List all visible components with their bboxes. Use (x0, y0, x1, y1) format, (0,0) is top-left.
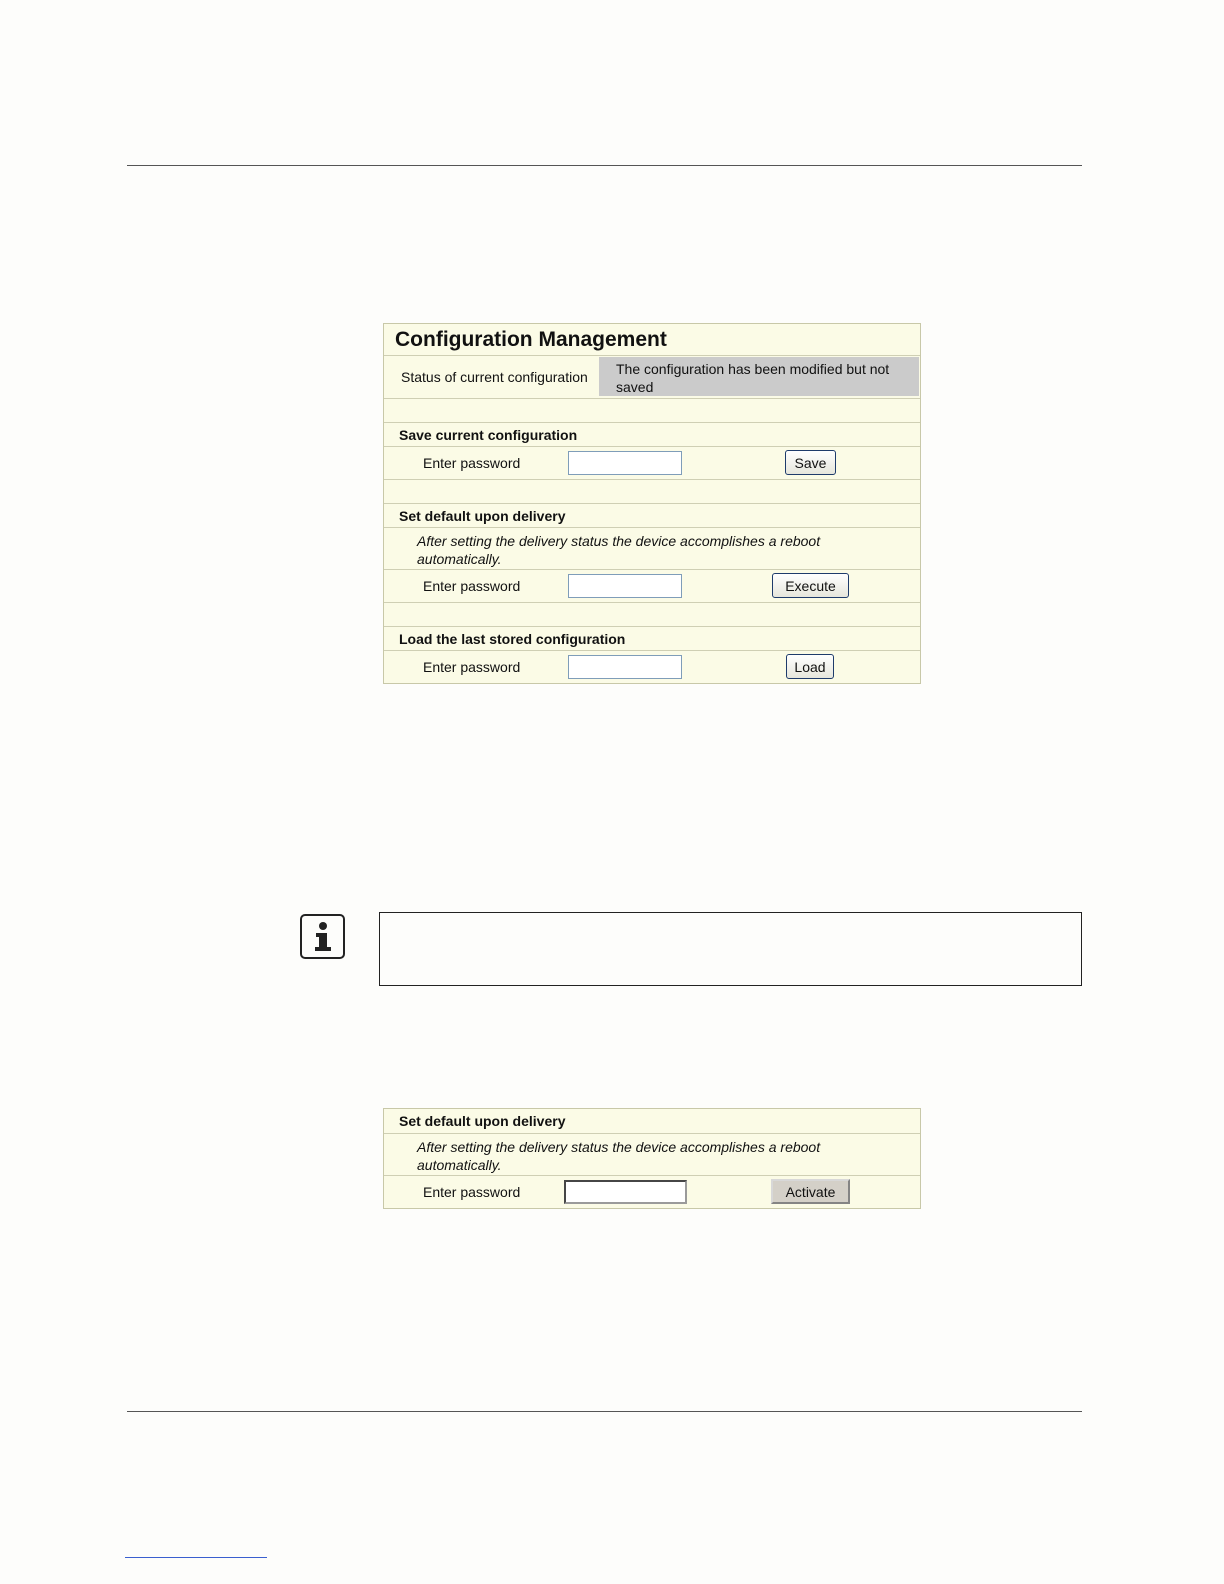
spacer-row (384, 479, 920, 503)
save-password-label: Enter password (423, 455, 521, 471)
default-password-input[interactable] (568, 574, 682, 598)
load-section-header (384, 626, 920, 650)
footer-rule (127, 1411, 1082, 1412)
load-section-title: Load the last stored configuration (399, 631, 626, 647)
save-password-input[interactable] (568, 451, 682, 475)
status-row (384, 355, 920, 398)
default-description: After setting the delivery status the device accomplishes a reboot automatically. (417, 533, 821, 567)
configuration-management-panel (383, 323, 921, 684)
header-rule (127, 165, 1082, 166)
load-password-input[interactable] (568, 655, 682, 679)
set-default-panel (383, 1108, 921, 1209)
load-password-label: Enter password (423, 659, 521, 675)
activate-button[interactable]: Activate (771, 1179, 850, 1204)
save-password-row (384, 446, 920, 479)
save-button[interactable]: Save (785, 450, 836, 475)
info-icon (300, 914, 345, 959)
footer-link-underline[interactable] (125, 1557, 267, 1558)
default-password-row (384, 569, 920, 602)
default-panel-description: After setting the delivery status the device accomplishes a reboot automatically. (417, 1139, 821, 1173)
default-panel-header (384, 1109, 920, 1133)
spacer-row (384, 602, 920, 626)
execute-button[interactable]: Execute (772, 573, 849, 598)
default-panel-password-row (384, 1175, 920, 1208)
status-label: Status of current configuration (401, 369, 588, 385)
default-password-label: Enter password (423, 578, 521, 594)
spacer-row (384, 398, 920, 422)
note-box (379, 912, 1082, 986)
default-panel-password-input[interactable] (564, 1180, 687, 1204)
save-section-header (384, 422, 920, 446)
panel-title: Configuration Management (395, 328, 667, 351)
default-panel-description-row (384, 1133, 920, 1175)
default-panel-password-label: Enter password (423, 1184, 521, 1200)
default-panel-title: Set default upon delivery (399, 1113, 566, 1129)
default-section-header (384, 503, 920, 527)
panel-title-row (384, 324, 920, 355)
default-description-row (384, 527, 920, 569)
save-section-title: Save current configuration (399, 427, 578, 443)
load-button[interactable]: Load (786, 654, 834, 679)
default-section-title: Set default upon delivery (399, 508, 566, 524)
load-password-row (384, 650, 920, 683)
status-value: The configuration has been modified but not saved (599, 357, 919, 396)
